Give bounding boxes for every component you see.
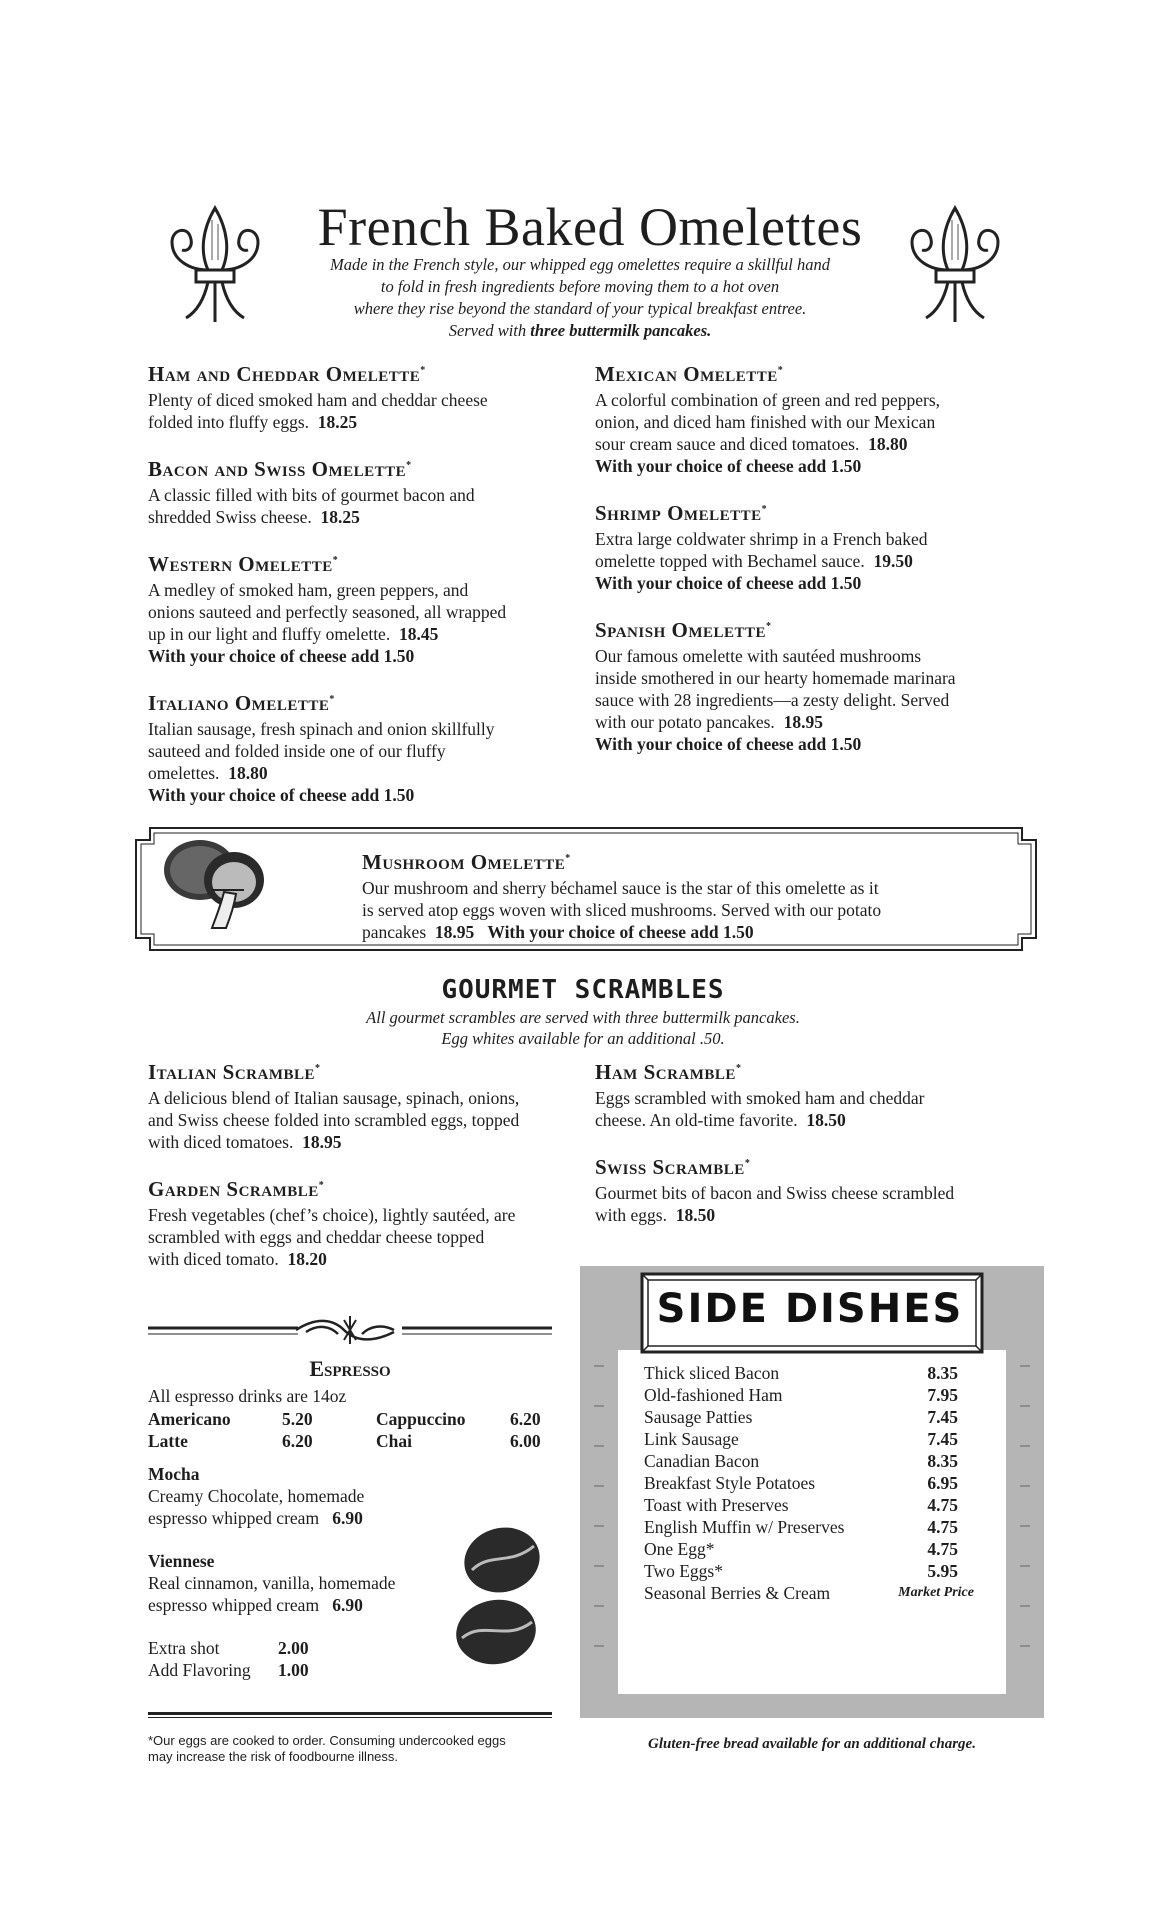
item-desc-line [595,1109,1035,1131]
item-name-text: Bacon and Swiss Omelette [148,457,407,481]
footnote [148,1733,568,1765]
item-name-text: Swiss Scramble [595,1155,745,1179]
drink-price: 5.20 [282,1409,313,1429]
drink-name: Chai [376,1431,412,1451]
espresso-drinks [148,1408,548,1454]
fleur-de-lis-right-icon [900,200,1010,330]
item-cheese-option: With your choice of cheese add 1.50 [148,646,415,666]
item-name [148,548,588,577]
item-desc-text: sour cream sauce and diced tomatoes. [595,434,860,454]
item-name [148,687,588,716]
drink-price: 6.00 [510,1431,541,1451]
item-name-mark: * [565,853,571,864]
item-desc-line: onions sauteed and perfectly seasoned, all wrapped [148,602,507,622]
side-dish-row [644,1494,974,1516]
scrambles-subtitle-line: All gourmet scrambles are served with three buttermilk pancakes. [366,1008,800,1027]
section-title-scrambles: GOURMET SCRAMBLES [441,975,725,1005]
header-description [300,254,860,342]
item-name [595,497,1035,526]
item-price: 18.95 [302,1132,342,1152]
item-name [595,614,1035,643]
item-price: 18.95 [783,712,823,732]
item-desc-line [148,1131,588,1153]
item-desc-line: Our famous omelette with sautéed mushrooms [595,646,922,666]
header-desc-prefix: Served with [448,321,531,340]
header-desc-line: to fold in fresh ingredients before moving them to a hot oven [380,277,780,296]
item-desc-line [362,921,1022,943]
side-dish-row [644,1450,974,1472]
scrambles-subtitle [0,1007,1166,1049]
page-title: French Baked Omelettes [317,197,863,257]
side-dish-row [644,1384,974,1406]
item-name [148,1056,588,1085]
item-name [362,846,1022,875]
ornamental-divider [148,1310,552,1350]
item-desc-line: A delicious blend of Italian sausage, spinach, onions, [148,1088,520,1108]
mocha-item [148,1463,468,1529]
gluten-free-note: Gluten-free bread available for an additional charge. [648,1736,976,1752]
side-dish-row [644,1516,974,1538]
item-price: 18.80 [868,434,908,454]
side-dish-price: 5.95 [927,1561,958,1581]
scrambles-subtitle-line: Egg whites available for an additional .50. [441,1029,725,1048]
item-name [595,358,1035,387]
item-desc-line: Fresh vegetables (chef’s choice), lightly sautéed, are [148,1205,516,1225]
item-name-mark: * [777,365,784,376]
item-name-text: Garden Scramble [148,1177,319,1201]
item-name-mark: * [329,694,335,705]
item-price: 18.50 [675,1205,716,1225]
item-price: 18.25 [317,412,358,432]
header-desc-line: where they rise beyond the standard of your typical breakfast entree. [353,299,807,318]
menu-item [148,358,588,433]
item-desc-line [148,762,588,784]
item-desc-line: is served atop eggs woven with sliced mushrooms. Served with our potato [362,900,882,920]
item-price: 18.95 [434,922,475,942]
item-name [595,1151,1035,1180]
side-dishes-title: SIDE DISHES [656,1286,964,1332]
item-desc-line: Gourmet bits of bacon and Swiss cheese scrambled [595,1183,955,1203]
item-desc-line: A colorful combination of green and red peppers, [595,390,941,410]
menu-item [595,497,1035,594]
item-name-text: Ham and Cheddar Omelette [148,362,421,386]
drink-name: Viennese [148,1551,215,1571]
item-desc-line [595,433,1035,455]
footnote-divider-thin [148,1717,552,1718]
item-desc-text: with diced tomato. [148,1249,279,1269]
side-dish-price: 6.95 [927,1473,958,1493]
item-cheese-option: With your choice of cheese add 1.50 [148,785,415,805]
side-dish-name: Canadian Bacon [644,1451,760,1471]
item-desc-text: with diced tomatoes. [148,1132,294,1152]
side-dish-row [644,1472,974,1494]
side-dish-price: 7.45 [927,1429,958,1449]
item-desc-line [595,1204,1035,1226]
item-desc-line [148,623,588,645]
item-desc-line: sauteed and folded inside one of our fluffy [148,741,446,761]
item-cheese-option: With your choice of cheese add 1.50 [595,734,862,754]
side-dish-name: One Egg* [644,1539,715,1559]
item-desc-text: shredded Swiss cheese. [148,507,312,527]
item-desc-text: omelette topped with Bechamel sauce. [595,551,865,571]
menu-item [148,453,588,528]
item-name-text: Italian Scramble [148,1060,316,1084]
item-name-mark: * [420,365,426,376]
item-name-text: Mushroom Omelette [362,850,566,874]
item-desc-line: Italian sausage, fresh spinach and onion skillfully [148,719,495,739]
drink-name: Cappuccino [376,1409,466,1429]
item-name-mark: * [315,1063,321,1074]
side-dish-name: Breakfast Style Potatoes [644,1473,816,1493]
item-desc-text: cheese. An old-time favorite. [595,1110,798,1130]
drink-desc-text: espresso whipped cream [148,1595,320,1615]
menu-item [595,1056,1035,1131]
item-price: 18.80 [228,763,268,783]
item-name-mark: * [766,621,772,632]
item-name-text: Ham Scramble [595,1060,736,1084]
item-price: 18.20 [287,1249,327,1269]
menu-item [148,548,588,667]
item-desc-line [148,411,588,433]
item-name-mark: * [735,1063,742,1074]
item-price: 18.50 [806,1110,846,1130]
item-name-mark: * [761,504,768,515]
drink-price: 6.90 [332,1595,363,1615]
menu-item [148,1056,588,1153]
menu-item [148,687,588,806]
drink-name: Latte [148,1431,188,1451]
side-dish-price: 7.95 [927,1385,958,1405]
item-desc-line: and Swiss cheese folded into scrambled eggs, topped [148,1110,520,1130]
side-dish-price: 4.75 [927,1495,958,1515]
item-name-mark: * [332,555,339,566]
item-desc-line: inside smothered in our hearty homemade marinara [595,668,956,688]
side-dish-name: Link Sausage [644,1429,739,1449]
coffee-beans-icon [450,1522,550,1672]
viennese-item [148,1550,468,1616]
item-desc-line: scrambled with eggs and cheddar cheese topped [148,1227,485,1247]
extra-name: Add Flavoring [148,1660,251,1680]
item-name-mark: * [318,1180,325,1191]
footnote-line: *Our eggs are cooked to order. Consuming undercooked eggs [148,1733,506,1748]
menu-item [595,614,1035,755]
item-desc-line [595,711,1035,733]
drink-name: Mocha [148,1464,200,1484]
item-desc-line: onion, and diced ham finished with our Mexican [595,412,936,432]
side-dish-name: Old-fashioned Ham [644,1385,783,1405]
mushroom-omelette-item [362,846,1022,943]
drink-desc-text: espresso whipped cream [148,1508,320,1528]
item-name-text: Mexican Omelette [595,362,778,386]
scrambles-right-column [595,1056,1035,1246]
drink-price: 6.90 [332,1508,363,1528]
scrambles-left-column [148,1056,588,1290]
item-name [148,453,588,482]
item-cheese-option: With your choice of cheese add 1.50 [487,922,754,942]
side-dish-row [644,1538,974,1560]
omelettes-right-column [595,358,1035,775]
item-name [595,1056,1035,1085]
side-dish-name: Toast with Preserves [644,1495,789,1515]
side-dish-name: Sausage Patties [644,1407,753,1427]
drink-desc [148,1507,468,1529]
item-desc-text: with eggs. [595,1205,667,1225]
side-dish-row [644,1428,974,1450]
menu-item [148,1173,588,1270]
side-dish-row [644,1362,974,1384]
footnote-divider [148,1712,552,1715]
side-dish-row [644,1582,974,1604]
espresso-title: Espresso [309,1356,391,1381]
item-name-text: Italiano Omelette [148,691,330,715]
extra-name: Extra shot [148,1638,220,1658]
side-dish-row [644,1560,974,1582]
side-dish-price: 4.75 [927,1517,958,1537]
side-dish-name: Two Eggs* [644,1561,723,1581]
item-desc-text: omelettes. [148,763,220,783]
drink-desc [148,1594,468,1616]
item-price: 18.25 [320,507,360,527]
item-desc-line [595,550,1035,572]
footnote-line: may increase the risk of foodbourne illness. [148,1749,399,1764]
item-desc-line [148,506,588,528]
item-desc-line: Plenty of diced smoked ham and cheddar cheese [148,390,488,410]
menu-item [595,358,1035,477]
item-name [148,358,588,387]
item-desc-line: Eggs scrambled with smoked ham and cheddar [595,1088,925,1108]
side-dish-price: 8.35 [927,1451,958,1471]
item-name-text: Western Omelette [148,552,333,576]
side-dish-price: 4.75 [927,1539,958,1559]
item-desc-line: Extra large coldwater shrimp in a French baked [595,529,928,549]
side-dish-name: Thick sliced Bacon [644,1363,780,1383]
item-cheese-option: With your choice of cheese add 1.50 [595,573,862,593]
fleur-de-lis-left-icon [160,200,270,330]
extra-price: 2.00 [278,1638,309,1658]
header-desc-line [300,320,860,342]
item-name-text: Shrimp Omelette [595,501,762,525]
item-desc-line: A classic filled with bits of gourmet bacon and [148,485,475,505]
drink-name: Americano [148,1409,231,1429]
side-dish-name: English Muffin w/ Preserves [644,1517,845,1537]
extra-price: 1.00 [278,1660,309,1680]
espresso-note: All espresso drinks are 14oz [148,1386,347,1406]
item-name-mark: * [744,1158,751,1169]
drink-price: 6.20 [282,1431,313,1451]
item-price: 18.45 [398,624,439,644]
header-desc-line: Made in the French style, our whipped egg omelettes require a skillful hand [330,255,830,274]
item-price: 19.50 [873,551,913,571]
item-desc-line [148,1248,588,1270]
item-name-text: Spanish Omelette [595,618,767,642]
drink-desc: Creamy Chocolate, homemade [148,1486,365,1506]
drink-desc: Real cinnamon, vanilla, homemade [148,1573,396,1593]
side-dish-price: 8.35 [927,1363,958,1383]
side-dish-price: 7.45 [927,1407,958,1427]
item-name [148,1173,588,1202]
item-desc-line: sauce with 28 ingredients—a zesty delight. Served [595,690,950,710]
item-desc-text: folded into fluffy eggs. [148,412,310,432]
omelettes-left-column [148,358,588,826]
side-dish-name: Seasonal Berries & Cream [644,1583,831,1603]
item-desc-line: Our mushroom and sherry béchamel sauce is the star of this omelette as it [362,878,879,898]
item-desc-text: up in our light and fluffy omelette. [148,624,391,644]
item-desc-text: with our potato pancakes. [595,712,775,732]
item-desc-line: A medley of smoked ham, green peppers, and [148,580,469,600]
espresso-extras [148,1637,348,1683]
side-dish-row [644,1406,974,1428]
menu-item [595,1151,1035,1226]
mushroom-icon [160,828,270,934]
drink-price: 6.20 [510,1409,541,1429]
side-dish-price: Market Price [898,1585,974,1600]
item-cheese-option: With your choice of cheese add 1.50 [595,456,862,476]
item-name-mark: * [406,460,412,471]
item-desc-text: pancakes [362,922,427,942]
header-desc-bold: three buttermilk pancakes. [530,321,712,340]
